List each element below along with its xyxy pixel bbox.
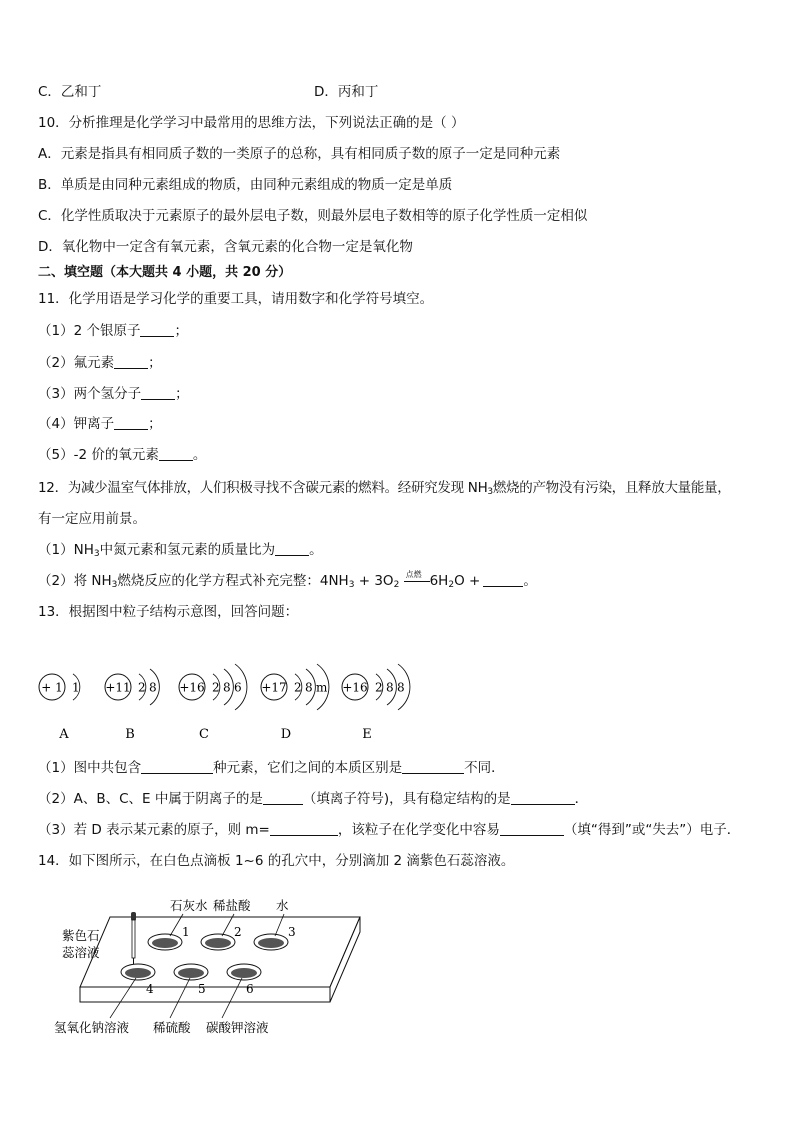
- q10-option-c: C．化学性质取决于元素原子的最外层电子数，则最外层电子数相等的原子化学性质一定相似: [38, 208, 588, 224]
- top-label: 水: [276, 898, 289, 913]
- hole-number: 5: [198, 982, 206, 996]
- punct: ；: [148, 355, 162, 371]
- electron-count: 8: [305, 680, 313, 695]
- equals-line: [404, 581, 430, 582]
- reaction-arrow: [404, 570, 430, 587]
- q11-part3-text: （3）两个氢分子: [38, 386, 142, 402]
- electron-count: m: [316, 680, 328, 695]
- answer-blank[interactable]: [270, 822, 338, 836]
- particle-structure-diagram: [30, 632, 430, 744]
- hole-5: [174, 964, 208, 980]
- q13-part3-a: （3）若 D 表示某元素的原子，则 m=: [38, 822, 270, 838]
- dropper-icon: [131, 912, 136, 964]
- answer-blank[interactable]: [140, 323, 174, 337]
- q12-stem-a: 12．为减少温室气体排放，人们积极寻找不含碳元素的燃料。经研究发现 NH: [38, 480, 488, 496]
- hole-4: [121, 964, 155, 980]
- hole-2: [201, 934, 235, 950]
- particle-label: D: [280, 727, 292, 742]
- electron-count: 2: [294, 680, 302, 695]
- answer-blank[interactable]: [141, 760, 213, 774]
- plate-top-face: [80, 917, 360, 987]
- q12-stem-b: 燃烧的产物没有污染，且释放大量能量，: [492, 480, 731, 496]
- particle-label: E: [362, 727, 372, 742]
- nucleus-charge: +16: [179, 680, 205, 695]
- electron-count: 8: [149, 680, 157, 695]
- q13-part1-b: 种元素，它们之间的本质区别是: [213, 760, 403, 776]
- q11-part2: [38, 354, 162, 372]
- particle-C: [179, 664, 247, 742]
- subscript: 3: [348, 580, 355, 590]
- q13-part3-b: ，该粒子在化学变化中容易: [337, 822, 500, 838]
- q13-stem: 13．根据图中粒子结构示意图，回答问题：: [38, 604, 299, 620]
- electron-count: 2: [212, 680, 220, 695]
- subscript: 3: [487, 487, 493, 497]
- subscript: 2: [393, 580, 400, 590]
- electron-count: 8: [386, 680, 394, 695]
- nucleus-charge: +16: [342, 680, 368, 695]
- answer-blank[interactable]: [114, 416, 148, 430]
- q12-part2-e: O +: [454, 573, 481, 589]
- top-label: 石灰水: [170, 898, 208, 913]
- electron-count: 2: [375, 680, 383, 695]
- hole-3: [254, 934, 288, 950]
- punct: ；: [148, 416, 162, 432]
- q13-part1-a: （1）图中共包含: [38, 760, 142, 776]
- q11-part1-text: （1）2 个银原子: [38, 323, 141, 339]
- particle-label: A: [59, 727, 69, 742]
- q9-option-c: C．乙和丁: [38, 84, 102, 100]
- q12-part2-d: 6H: [429, 573, 449, 589]
- nucleus-charge: +11: [105, 680, 131, 695]
- answer-blank[interactable]: [263, 791, 303, 805]
- punct: 。: [309, 542, 323, 558]
- q11-stem: 11．化学用语是学习化学的重要工具，请用数字和化学符号填空。: [38, 291, 434, 307]
- bottom-label: 稀硫酸: [153, 1020, 191, 1035]
- particle-label: C: [199, 727, 209, 742]
- subscript: 3: [93, 549, 100, 559]
- q12-part1-b: 中氮元素和氢元素的质量比为: [99, 542, 276, 558]
- answer-blank[interactable]: [141, 386, 175, 400]
- q12-part2: [38, 572, 537, 590]
- answer-blank[interactable]: [483, 573, 523, 587]
- bottom-label: 碳酸钾溶液: [206, 1020, 269, 1035]
- subscript: 2: [448, 580, 455, 590]
- spot-plate-diagram: [50, 890, 380, 1040]
- q11-part3: [38, 385, 189, 403]
- bottom-label: 氢氧化钠溶液: [54, 1020, 130, 1035]
- hole-number: 6: [246, 982, 254, 996]
- electron-count: 6: [234, 680, 242, 695]
- answer-blank[interactable]: [402, 760, 464, 774]
- q11-part4: [38, 415, 162, 433]
- hole-number: 3: [288, 925, 296, 939]
- section-heading: 二、填空题（本大题共 4 小题，共 20 分）: [38, 265, 292, 280]
- answer-blank[interactable]: [275, 542, 309, 556]
- q12-part2-b: 燃烧反应的化学方程式补充完整：4NH: [117, 573, 349, 589]
- hole-number: 1: [182, 925, 190, 939]
- nucleus-charge: + 1: [41, 680, 63, 695]
- hole-number: 4: [146, 982, 154, 996]
- q11-part2-text: （2）氟元素: [38, 355, 115, 371]
- subscript: 3: [111, 580, 118, 590]
- electron-count: 2: [138, 680, 146, 695]
- q11-part5-text: （5）-2 价的氧元素: [38, 447, 159, 463]
- electron-count: 1: [72, 680, 80, 695]
- q11-part5: [38, 446, 206, 464]
- electron-count: 8: [397, 680, 405, 695]
- q12-part1-a: （1）NH: [38, 542, 94, 558]
- particle-label: B: [125, 727, 135, 742]
- q13-part2: [38, 790, 588, 808]
- q10-stem: 10．分析推理是化学学习中最常用的思维方法，下列说法正确的是（ ）: [38, 115, 465, 131]
- answer-blank[interactable]: [159, 447, 193, 461]
- answer-blank[interactable]: [511, 791, 575, 805]
- hole-6: [227, 964, 261, 980]
- q13-part2-a: （2）A、B、C、E 中属于阴离子的是: [38, 791, 263, 807]
- q14-stem: 14．如下图所示，在白色点滴板 1~6 的孔穴中，分别滴加 2 滴紫色石蕊溶液。: [38, 853, 515, 869]
- q13-part1: [38, 759, 505, 777]
- q12-part1: [38, 541, 323, 559]
- electron-count: 8: [223, 680, 231, 695]
- q11-part1: [38, 322, 188, 340]
- q10-option-a: A．元素是指具有相同质子数的一类原子的总称，具有相同质子数的原子一定是同种元素: [38, 146, 561, 162]
- q13-part2-b: （填离子符号)，具有稳定结构的是: [302, 791, 511, 807]
- q11-part4-text: （4）钾离子: [38, 416, 115, 432]
- q12-part2-a: （2）将 NH: [38, 573, 112, 589]
- punct: ；: [174, 323, 188, 339]
- dropper-label: 蕊溶液: [62, 945, 100, 960]
- q10-option-d: D．氧化物中一定含有氧元素，含氧元素的化合物一定是氧化物: [38, 239, 413, 255]
- particle-D: [261, 664, 329, 742]
- q13-part2-c: ．: [574, 791, 589, 807]
- q10-option-b: B．单质是由同种元素组成的物质，由同种元素组成的物质一定是单质: [38, 177, 453, 193]
- particle-E: [342, 664, 410, 742]
- particle-A: [39, 674, 80, 742]
- punct: 。: [523, 573, 537, 589]
- top-label: 稀盐酸: [213, 898, 251, 913]
- hole-1: [148, 934, 182, 950]
- dropper-label: 紫色石: [62, 928, 100, 943]
- reaction-condition: 点燃: [405, 570, 422, 579]
- q13-part1-c: 不同．: [464, 760, 505, 776]
- q9-option-d: D．丙和丁: [314, 84, 379, 100]
- punct: ；: [175, 386, 189, 402]
- q12-stem-2: 有一定应用前景。: [38, 511, 146, 527]
- q12-part2-c: + 3O: [354, 573, 394, 589]
- hole-number: 2: [234, 925, 242, 939]
- q13-part3-c: （填“得到”或“失去”）电子．: [563, 822, 741, 838]
- nucleus-charge: +17: [261, 680, 287, 695]
- answer-blank[interactable]: [500, 822, 564, 836]
- punct: 。: [192, 447, 207, 463]
- q13-part3: [38, 821, 740, 839]
- q12-stem: [38, 479, 730, 497]
- particle-B: [105, 669, 159, 742]
- answer-blank[interactable]: [114, 355, 148, 369]
